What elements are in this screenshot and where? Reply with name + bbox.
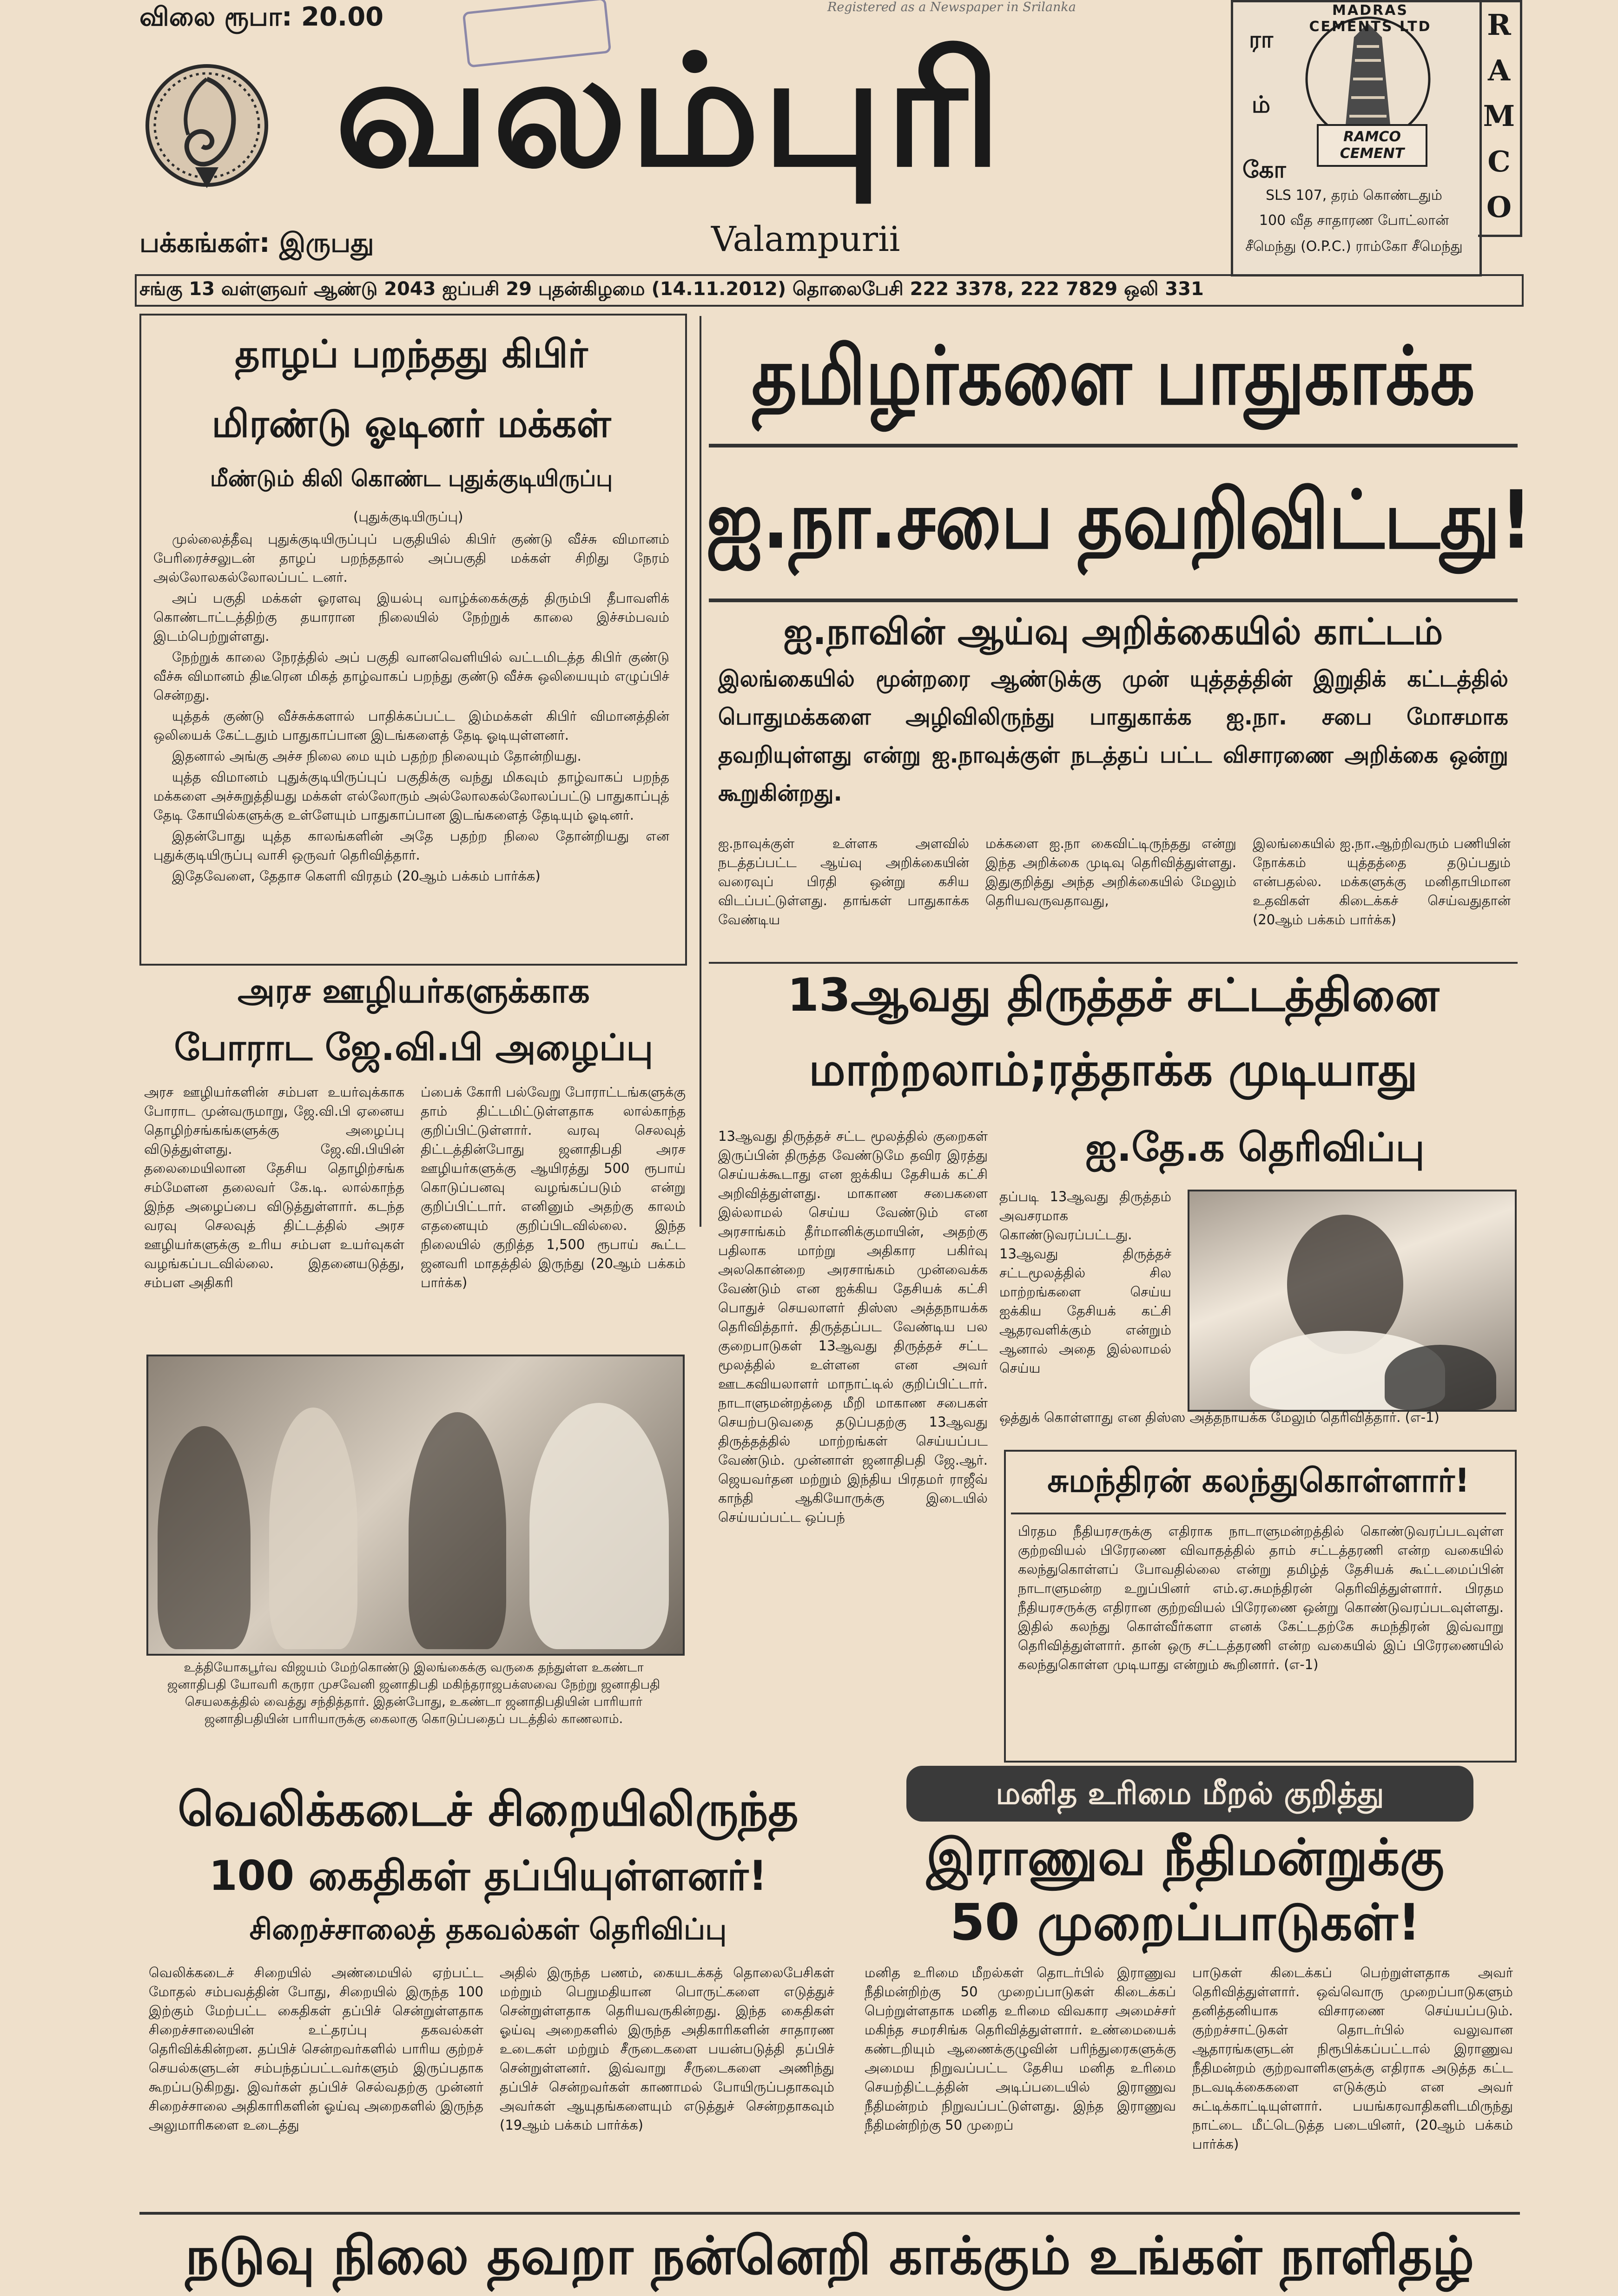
story1-para: இதன்போது யுத்த காலங்களின் அதே பதற்ற நிலை தோன்றியது என புதுக்குடியிருப்பு வாசி ஒருவர் தெரிவித்தார்.	[153, 828, 669, 863]
pages-label: பக்கங்கள்: இருபது	[139, 227, 374, 258]
price-label: விலை ரூபா: 20.00	[139, 2, 384, 32]
story1-headline-2: மிரண்டு ஓடினர் மக்கள்	[211, 402, 611, 446]
story1-subhead: மீண்டும் கிலி கொண்ட புதுக்குடியிருப்பு	[210, 466, 613, 492]
lead-headline-1: தமிழர்களை பாதுகாக்க	[751, 329, 1475, 423]
tissa-attanayake-photo	[1188, 1190, 1517, 1412]
story3-headline-1: 13ஆவது திருத்தச் சட்டத்தினை	[787, 969, 1440, 1022]
story4-rule	[1011, 1513, 1506, 1514]
story1-para: யுத்தக் குண்டு வீச்சுக்களால் பாதிக்கப்பட்ட இம்மக்கள் கிபிர் விமானத்தின் ஒலியைக் கேட்டதும் பாதுகாப்பான இடங்களைத் தேடி ஓடியுள்ளனர்.	[153, 708, 669, 743]
story2-col-1: அரச ஊழியர்களின் சம்பள உயர்வுக்காக போராட முன்வருமாறு, ஜே.வி.பி ஏனைய தொழிற்சங்கங்களுக்கு அழைப்பு விடுத்துள்ளது. ஜே.வி.பியின் தலைமையிலான தேசிய தொழிற்சங்க சம்மேளன தலைவர் கே.டி. லால்காந்த இந்த அழைப்பை விடுத்துள்ளார். கடந்த வரவு செலவுத் திட்டத்தில் அரச ஊழியர்களுக்கு உரிய சம்பள உயர்வுகள் வழங்கப்படவில்லை. இதனையடுத்து, சம்பள அதிகரி	[144, 1084, 404, 1290]
ad-tamil-vertical	[1242, 7, 1286, 202]
story4-headline: சுமந்திரன் கலந்துகொள்ளார்!	[1047, 1461, 1470, 1500]
story6-col-1: மனித உரிமை மீறல்கள் தொடர்பில் இராணுவ நீதிமன்றிற்கு 50 முறைப்பாடுகள் கிடைக்கப் பெற்றுள்ளதாக மனித உரிமை விவகார அமைச்சர் மகிந்த சமரசிங்க தெரிவித்துள்ளார். உண்மையைக் கண்டறியும் ஆணைக்குழுவின் பரிந்துரைகளுக்கு அமைய நிறுவப்பட்ட தேசிய மனித உரிமை செயற்திட்டத்தின் அடிப்படையில் இராணுவ நீதிமன்றம் நிறுவப்பட்டுள்ளது. இந்த இராணுவ நீதிமன்றிற்கு 50 முறைப்	[865, 1965, 1176, 2133]
masthead-title-en: Valampurii	[711, 219, 900, 259]
photo1-caption: உத்தியோகபூர்வ விஜயம் மேற்கொண்டு இலங்கைக்கு வருகை தந்துள்ள உகண்டா ஜனாதிபதி யோவரி கருரா முசவேனி ஜனாதிபதி மகிந்தராஜபக்ஸவை நேற்று ஜனாதிபதி செயலகத்தில் வைத்து சந்தித்தார். இதன்போது, உகண்டா ஜனாதிபதியின் பாரியார் ஜனாதிபதியின் பாரியாருக்கு கைலாகு கொடுப்பதைப் படத்தில் காணலாம்.	[167, 1660, 660, 1726]
lead-intro: இலங்கையில் மூன்றரை ஆண்டுக்கு முன் யுத்தத்தின் இறுதிக் கட்டத்தில் பொதுமக்களை அழிவிலிருந்து பாதுகாக்க ஐ.நா. சபை மோசமாக தவறியுள்ளது என்று ஐ.நாவுக்குள் நடத்தப் பட்ட விசாரணை அறிக்கை ஒன்று கூறுகின்றது.	[718, 666, 1508, 806]
story5-col-1: வெலிக்கடைச் சிறையில் அண்மையில் ஏற்பட்ட மோதல் சம்பவத்தின் போது, சிறையில் இருந்த 100 இற்கும் மேற்பட்ட கைதிகள் தப்பிச் சென்றுள்ளதாக சிறைச்சாலையின் உட்தரப்பு தகவல்கள் தெரிவிக்கின்றன. தப்பிச் சென்றவர்களில் பாரிய குற்றச் செயல்களுடன் சம்பந்தப்பட்டவர்களும் இருப்பதாக கூறப்படுகிறது. இவர்கள் தப்பிச் செல்வதற்கு முன்னர் சிறைச்சாலை அதிகாரிகளின் ஓய்வு அறைகளில் இருந்த அலுமாரிகளை உடைத்து	[149, 1965, 483, 2133]
lead-rule-1	[709, 444, 1518, 447]
ad-tamil-letter: ம்	[1251, 91, 1271, 118]
story3-subhead: ஐ.தே.க தெரிவிப்பு	[1085, 1125, 1425, 1170]
story1-para: அப் பகுதி மக்கள் ஓரளவு இயல்பு வாழ்க்கைக்குத் திரும்பி தீபாவளிக் கொண்டாட்டத்திற்கு தயாரான நிலையில் நேற்றுக் காலை இச்சம்பவம் இடம்பெற்றுள்ளது.	[153, 590, 669, 644]
ramco-letter: A	[1487, 53, 1511, 87]
story6-headline-2: 50 முறைப்பாடுகள்!	[950, 1894, 1421, 1952]
footer-slogan: நடுவு நிலை தவறா நன்னெறி காக்கும் உங்கள் நாளிதழ்	[185, 2226, 1474, 2286]
conch-emblem-icon	[144, 60, 270, 195]
story1-para: இதனால் அங்கு அச்ச நிலை மை யும் பதற்ற நிலையும் தோன்றியது.	[172, 748, 581, 764]
column-rule	[700, 316, 701, 1227]
story2-headline-1: அரச ஊழியர்களுக்காக	[238, 971, 590, 1010]
dateline: சங்கு 13 வள்ளுவர் ஆண்டு 2043 ஐப்பசி 29 புதன்கிழமை (14.11.2012) தொலைபேசி 222 3378, 222 7829 ஒலி 331	[139, 278, 1204, 300]
lead-rule-2	[709, 599, 1518, 602]
lead-headline-2: ஐ.நா.சபை தவறிவிட்டது!	[707, 474, 1532, 567]
story1-para: இதேவேளை, தேதாச கௌரி விரதம் (20ஆம் பக்கம் பார்க்க)	[172, 868, 541, 884]
story6-banner: மனித உரிமை மீறல் குறித்து	[906, 1766, 1473, 1822]
story3-col-1: 13ஆவது திருத்தச் சட்ட மூலத்தில் குறைகள் இருப்பின் திருத்த வேண்டுமே தவிர இரத்து செய்யக்கூடாது என ஐக்கிய தேசியக் கட்சி அறிவித்துள்ளது. மாகாண சபைகளை இல்லாமல் செய்ய வேண்டும் என அரசாங்கம் தீர்மானிக்குமாயின், அதற்கு பதிலாக மாற்று அதிகார பகிர்வு அலகொன்றை அரசாங்கம் முன்வைக்க வேண்டும் என ஐக்கிய தேசியக் கட்சி பொதுச் செயலாளர் திஸ்ஸ அத்தநாயக்க தெரிவித்தார். திருத்தப்பட வேண்டிய பல குறைபாடுகள் 13ஆவது திருத்தச் சட்ட மூலத்தில் உள்ளன என அவர் ஊடகவியலாளர் மாநாட்டில் குறிப்பிட்டார். நாடாளுமன்றத்தை மீறி மாகாண சபைகள் செயற்படுவதை தடுப்பதற்கு 13ஆவது திருத்தத்தில் மாற்றங்கள் செய்யப்பட வேண்டும். முன்னாள் ஜனாதிபதி ஜே.ஆர். ஜெயவர்தன மற்றும் இந்திய பிரதமர் ராஜீவ் காந்தி ஆகியோருக்கு இடையில் செய்யப்பட்ட ஒப்பந்	[718, 1128, 988, 1525]
ad-line-2: 100 வீத சாதாரண போட்லான்	[1259, 212, 1449, 229]
lead-kicker: ஐ.நாவின் ஆய்வு அறிக்கையில் காட்டம்	[783, 611, 1443, 653]
story6-headline-1: இராணுவ நீதிமன்றுக்கு	[926, 1829, 1444, 1887]
ramco-letter: M	[1483, 99, 1515, 133]
lead-col-1: ஐ.நாவுக்குள் உள்ளக அளவில் நடத்தப்பட்ட ஆய்வு அறிக்கையின் வரைவுப் பிரதி ஒன்று கசிய விடப்பட்டுள்ளது. தாங்கள் பாதுகாக்க வேண்டிய	[718, 836, 969, 928]
story1-body	[153, 530, 669, 953]
story5-headline-1: வெலிக்கடைச் சிறையிலிருந்த	[178, 1782, 799, 1836]
story4-body: பிரதம நீதியரசருக்கு எதிராக நாடாளுமன்றத்தில் கொண்டுவரப்படவுள்ள குற்றவியல் பிரேரணை விவாதத்தில் தாம் சட்டத்தரணி என்ற வகையில் கலந்துகொள்ளப் போவதில்லை என்று தமிழ்த் தேசியக் கூட்டமைப்பின் நாடாளுமன்ற உறுப்பினர் எம்.ஏ.சுமந்திரன் தெரிவித்துள்ளார். பிரதம நீதியரசருக்கு எதிரான குற்றவியல் பிரேரணை ஒன்று கொண்டுவரப்படவுள்ளது. இதில் கலந்து கொள்வீர்களா எனக் கேட்டதற்கே சுமந்திரன் இவ்வாறு தெரிவித்துள்ளார். தான் ஒரு சட்டத்தரணி என்ற வகையில் இப் பிரேரணையில் கலந்துகொள்ள முடியாது என்றும் கூறினார். (எ-1)	[1018, 1523, 1504, 1672]
story1-para: முல்லைத்தீவு புதுக்குடியிருப்புப் பகுதியில் கிபிர் குண்டு வீச்சு விமானம் பேரிரைச்சலுடன் தாழப் பறந்ததால் அப்பகுதி மக்கள் சிறிது நேரம் அல்லோலகல்லோலப்பட் டனர்.	[153, 531, 669, 585]
story5-headline-2: 100 கைதிகள் தப்பியுள்ளனர்!	[209, 1852, 767, 1900]
story1-para: நேற்றுக் காலை நேரத்தில் அப் பகுதி வானவெளியில் வட்டமிடத்த கிபிர் குண்டு வீச்சு விமானம் திடீரென மிகத் தாழ்வாகப் பறந்து குண்டு வீச்சு ஒலியையும் எழுப்பிச் சென்றது.	[153, 649, 669, 703]
ad-tamil-letter: ரா	[1249, 26, 1273, 53]
story6-col-2: பாடுகள் கிடைக்கப் பெற்றுள்ளதாக அவர் தெரிவித்துள்ளார். ஒவ்வொரு முறைப்பாடுகளும் தனித்தனியாக விசாரணை செய்யப்படும். குற்றச்சாட்டுகள் தொடர்பில் வலுவான ஆதாரங்களுடன் நிரூபிக்கப்பட்டால் இராணுவ நீதிமன்றம் குற்றவாளிகளுக்கு எதிராக அடுத்த கட்ட நடவடிக்கைகளை எடுக்கும் என அவர் சுட்டிக்காட்டியுள்ளார். பயங்கரவாதிகளிடமிருந்து நாட்டை மீட்டெடுத்த படையினர், (20ஆம் பக்கம் பார்க்க)	[1192, 1965, 1513, 2152]
lead-col-2: மக்களை ஐ.நா கைவிட்டிருந்தது என்று இந்த அறிக்கை முடிவு தெரிவித்துள்ளது. இதுகுறித்து அந்த அறிக்கையில் மேலும் தெரியவருவதாவது,	[985, 836, 1236, 908]
presidents-meeting-photo	[146, 1355, 685, 1656]
ad-tamil-letter: கோ	[1242, 156, 1286, 183]
story2-headline-2: போராட ஜே.வி.பி அழைப்பு	[174, 1027, 654, 1069]
footer-rule	[139, 2212, 1520, 2215]
registered-note: Registered as a Newspaper in Srilanka	[827, 0, 1076, 14]
story1-para: யுத்த விமானம் புதுக்குடியிருப்புப் பகுதிக்கு வந்து மிகவும் தாழ்வாகப் பறந்த மக்களை அச்சுறுத்தியது மக்கள் எல்லோரும் அல்லோலகல்லோலப்பட்டு பாதுகாப்புத் தேடி கோயில்களுக்கு உள்ளேயும் பாதுகாப்பான இடங்களைத் தேடியும் ஓடினர்.	[153, 769, 669, 823]
ramco-letter: O	[1486, 190, 1512, 224]
story5-col-2: அதில் இருந்த பணம், கையடக்கத் தொலைபேசிகள் மற்றும் பெறுமதியான பொருட்களை எடுத்துச் சென்றுள்ளதாக தெரியவருகின்றது. இந்த கைதிகள் ஓய்வு அறைகளில் இருந்த அதிகாரிகளின் சாதாரண உடைகள் மற்றும் சீருடைகளை பயன்படுத்தி தப்பிச் சென்றுள்ளனர். இவ்வாறு சீருடைகளை அணிந்து தப்பிச் சென்றவர்கள் காணாமல் போயிருப்பதாகவும் அவர்கள் ஆயுதங்களையும் எடுத்துச் சென்றதாகவும் (19ஆம் பக்கம் பார்க்க)	[500, 1965, 834, 2133]
story5-subhead: சிறைச்சாலைத் தகவல்கள் தெரிவிப்பு	[249, 1912, 727, 1946]
ad-line-1: SLS 107, தரம் கொண்டதும்	[1266, 187, 1442, 204]
masthead-title: வலம்புரி	[335, 22, 1004, 201]
lead-col-3: இலங்கையில் ஐ.நா.ஆற்றிவரும் பணியின் நோக்கம் யுத்தத்தை தடுப்பதும் என்பதல்ல. மக்களுக்கு மனிதாபிமான உதவிகள் கிடைக்கச் செய்வதுதான் (20ஆம் பக்கம் பார்க்க)	[1253, 836, 1511, 928]
lead-rule-3	[709, 962, 1518, 964]
ramco-cement-ad	[1231, 0, 1482, 276]
story1-dateline: (புதுக்குடியிருப்பு)	[353, 509, 463, 525]
ad-badge: RAMCO CEMENT	[1317, 124, 1427, 167]
story3-col-2: தப்படி 13ஆவது திருத்தம் அவசரமாக கொண்டுவரப்பட்டது. 13ஆவது திருத்தச் சட்டமூலத்தில் சில மாற்றங்களை செய்ய ஐக்கிய தேசியக் கட்சி ஆதரவளிக்கும் என்றும் ஆனால் அதை இல்லாமல் செய்ய	[999, 1189, 1171, 1376]
story3-headline-2: மாற்றலாம்;ரத்தாக்க முடியாது	[808, 1043, 1418, 1096]
story3-tail: ஒத்துக் கொள்ளாது என திஸ்ஸ அத்தநாயக்க மேலும் தெரிவித்தார். (எ-1)	[999, 1409, 1440, 1425]
ramco-letter: C	[1487, 145, 1511, 178]
ramco-vertical	[1478, 0, 1522, 237]
story2-col-2: ப்பைக் கோரி பல்வேறு போராட்டங்களுக்கு தாம் திட்டமிட்டுள்ளதாக லால்காந்த குறிப்பிட்டுள்ளார். வரவு செலவுத் திட்டத்தின்போது ஜனாதிபதி அரச ஊழியர்களுக்கு ஆயிரத்து 500 ரூபாய் கொடுப்பனவு வழங்கப்படும் என்று குறிப்பிட்டார். எனினும் அதற்கு காலம் எதனையும் குறிப்பிடவில்லை. இந்த நிலையில் குறித்த 1,500 ரூபாய் கூட்ட ஜனவரி மாதத்தில் இருந்து (20ஆம் பக்கம் பார்க்க)	[421, 1084, 686, 1290]
ramco-letter: R	[1487, 8, 1511, 42]
ad-line-3: சீமெந்து (O.P.C.) ராம்கோ சீமெந்து	[1245, 238, 1463, 255]
ad-arc-text: MADRAS CEMENTS LTD	[1309, 2, 1432, 35]
story1-headline-1: தாழப் பறந்தது கிபிர்	[235, 332, 588, 376]
